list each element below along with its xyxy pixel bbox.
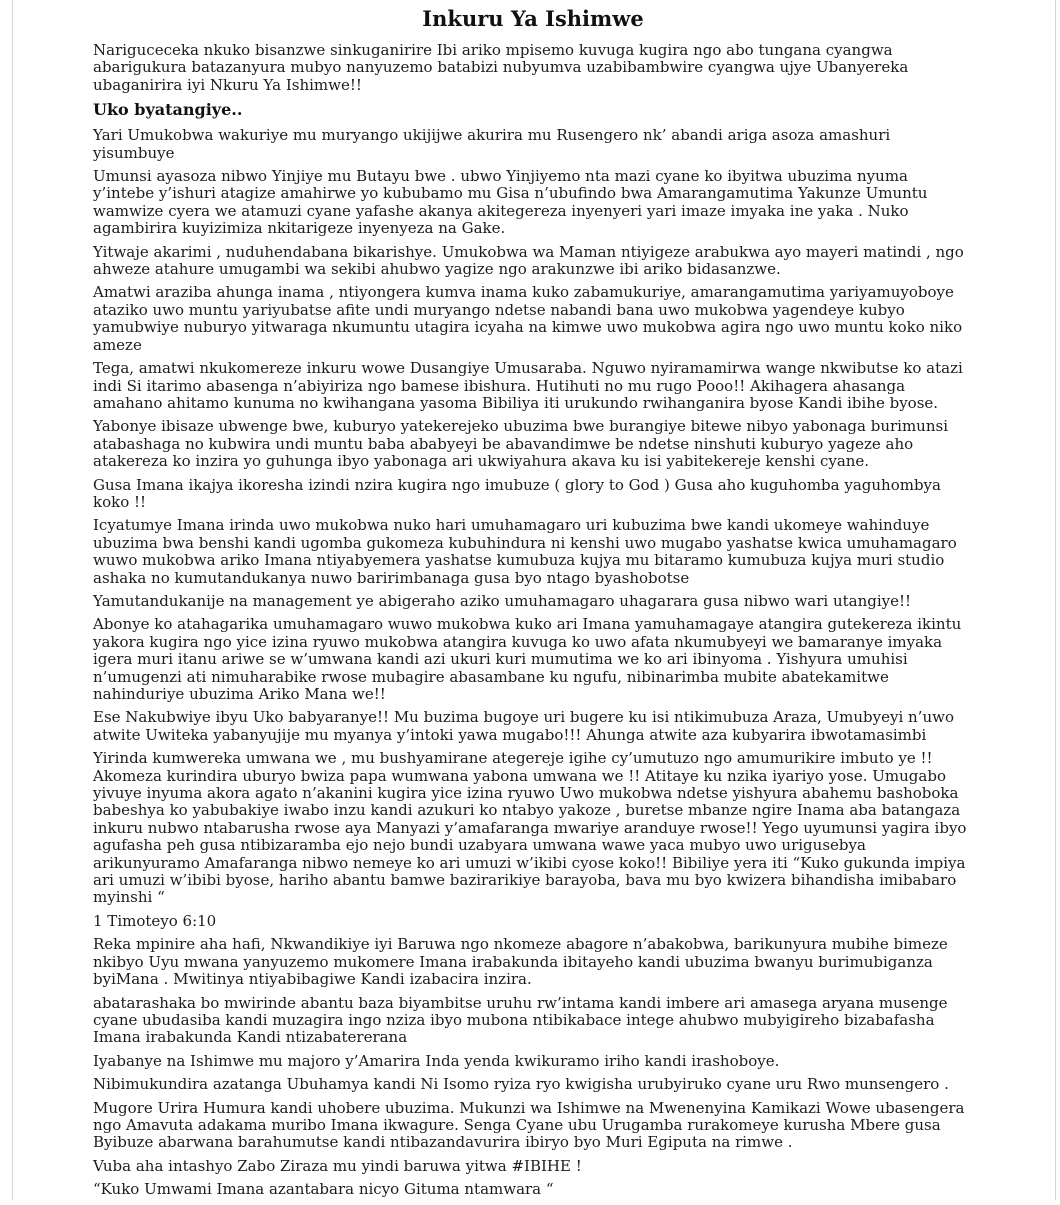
paragraph-12: Yirinda kumwereka umwana we , mu bushyamirane ategereje igihe cy’umutuzo ngo amumurikire imbuto ye !! Akomeza kurindira uburyo bwiza papa wumwana yabona umwana we !! Atitaye ku nzika iyariyo yose. Umugabo yivuye inyuma akora agato n’akanini kugira yice izina ryuwo Uwo mukobwa ndetse yishyura abahemu bashoboka babeshya ko yabubakiye iwabo inzu kandi azukuri ko ntabyo yakoze , buretse mbanze ngire Inama aba batangaza inkuru nubwo ntabarusha rwose aya Manyazi y’amafaranga mwariye aranduye rwose!! Yego uyumunsi yagira ibyo agufasha peh gusa ntibizaramba ejo nejo bundi uzabyara umwana wawe yaca mubyo uwo urigusebya arikunyuramo Amafaranga nibwo nemeye ko ari umuzi w’ikibi cyose koko!! Bibiliye yera iti “Kuko gukunda impiya ari umuzi w’ibibi byose, hariho abantu bamwe bazirarikiye barayoba, bava mu byo kwizera bihandisha imibabaro myinshi “ [93, 749, 967, 907]
document-body [93, 6, 973, 1205]
paragraph-19: Vuba aha intashyo Zabo Ziraza mu yindi baruwa yitwa #IBIHE ! [93, 1156, 582, 1175]
paragraph-3: Yitwaje akarimi , nuduhendabana bikarishye. Umukobwa wa Maman ntiyigeze arabukwa ayo mayeri matindi , ngo ahweze atahure umugambi wa sekibi ahubwo yagize ngo arakunzwe ibi ariko bidasanzwe. [93, 242, 964, 279]
paragraph-5: Tega, amatwi nkukomereze inkuru wowe Dusangiye Umusaraba. Nguwo nyiramamirwa wange nkwibutse ko atazi indi Si itarimo abasenga n’abiyiriza ngo bamese ibishura. Hutihuti no mu rugo Pooo!! Akihagera ahasanga amahano ahitamo kunuma no kwihangana yasoma Bibiliya iti urukundo rwihanganira byose Kandi ibihe byose. [93, 359, 963, 412]
document-page [12, 0, 1056, 1200]
paragraph-15: abatarashaka bo mwirinde abantu baza biyambitse uruhu rw’intama kandi imbere ari amasega aryana musenge cyane ubudasiba kandi muzagira ingo nziza ibyo mubona ntibikabace intege ahubwo mubyigireho bizabafasha Imana irabakunda Kandi ntizabatererana [93, 993, 948, 1047]
paragraph-16: Iyabanye na Ishimwe mu majoro y’Amarira Inda yenda kwikuramo iriho kandi irashoboye. [93, 1051, 780, 1070]
section-heading: Uko byatangiye.. [93, 100, 243, 120]
paragraph-9: Yamutandukanije na management ye abigeraho aziko umuhamagaro uhagarara gusa nibwo wari utangiye!! [93, 591, 912, 610]
paragraph-2: Umunsi ayasoza nibwo Yinjiye mu Butayu bwe . ubwo Yinjiyemo nta mazi cyane ko ibyitwa ubuzima nyuma y’intebe y’ishuri atagize amahirwe yo kububamo mu Gisa n’ubufindo bwa Amarangamutima Yakunze Umuntu wamwize cyera we atamuzi cyane yafashe akanya akitegereza inyenyeri yari imaze imyaka ine yaka . Nuko agambirira kuyizimiza nkitarigeze inyenyeza na Gake. [93, 167, 928, 238]
paragraph-10: Abonye ko atahagarika umuhamagaro wuwo mukobwa kuko ari Imana yamuhamagaye atangira gutekereza ikintu yakora kugira ngo yice izina ryuwo mukobwa atangira kuvuga ko uwo afata nkumubyeyi we bamaranye imyaka igera muri itanu ariwe se w’umwana kandi azi ukuri kuri mumutima we ko ari ibinyoma . Yishyura umuhisi n’umugenzi ati nimuharabike rwose mubagire abasambane ku ngufu, nibinarimba mubite abatekamitwe nahinduriye ubuzima Ariko Mana we!! [93, 615, 962, 703]
paragraph-6: Yabonye ibisaze ubwenge bwe, kuburyo yatekerejeko ubuzima bwe burangiye bitewe nibyo yabonaga burimunsi atabashaga no kubwira undi muntu baba ababyeyi be abavandimwe be ndetse ninshuti kuburyo yageze aho atakereza ko inzira yo guhunga ibyo yabonaga ari ukwiyahura akava ku isi yabitekereje kenshi cyane. [93, 417, 948, 471]
document-title: Inkuru Ya Ishimwe [422, 6, 644, 31]
paragraph-8: Icyatumye Imana irinda uwo mukobwa nuko hari umuhamagaro uri kubuzima bwe kandi ukomeye wahinduye ubuzima bwa benshi kandi ugomba gukomeza kubuhindura ni kenshi uwo mugabo yashatse kwica umuhamagaro wuwo mukobwa ariko Imana ntiyabyemera yashatse kumubuza kujya mu bitaramo kumubuza kujya muri studio ashaka no kumutandukanya nuwo baririmbanaga gusa byo ntago byashobotse [93, 516, 957, 587]
paragraph-17: Nibimukundira azatanga Ubuhamya kandi Ni Isomo ryiza ryo kwigisha urubyiruko cyane uru Rwo munsengero . [93, 1075, 949, 1094]
closing-quote: “Kuko Umwami Imana azantabara nicyo Gituma ntamwara “ [93, 1180, 554, 1199]
paragraph-11: Ese Nakubwiye ibyu Uko babyaranye!! Mu buzima bugoye uri bugere ku isi ntikimubuza Araza, Umubyeyi n’uwo atwite Uwiteka yabanyujije mu myanya y’intoki yawa mugabo!!! Ahunga atwite aza kubyarira ibwotamasimbi [93, 708, 954, 744]
intro-paragraph: Nariguceceka nkuko bisanzwe sinkuganirire Ibi ariko mpisemo kuvuga kugira ngo abo tungana cyangwa abarigukura batazanyura mubyo nanyuzemo batabizi nubyumva uzabibambwire cyangwa ujye Ubanyereka ubaganirira iyi Nkuru Ya Ishimwe!! [93, 41, 909, 94]
paragraph-4: Amatwi araziba ahunga inama , ntiyongera kumva inama kuko zabamukuriye, amarangamutima yariyamuyoboye ataziko uwo muntu yariyubatse afite undi muryango ndetse nabandi bana uwo mukobwa yagendeye kubyo yamubwiye nuburyo yitwaraga nkumuntu utagira icyaha na kimwe uwo mukobwa agira ngo uwo muntu koko niko ameze [93, 283, 963, 354]
bible-reference: 1 Timoteyo 6:10 [93, 911, 217, 930]
paragraph-18: Mugore Urira Humura kandi uhobere ubuzima. Mukunzi wa Ishimwe na Mwenenyina Kamikazi Wowe ubasengera ngo Amavuta adakama muribo Imana ikwagure. Senga Cyane ubu Urugamba rurakomeye kurusha Mbere gusa Byibuze abarwana barahumutse kandi ntibazandavurira ibiryo byo Muri Egiputa na rimwe . [93, 1098, 965, 1152]
paragraph-7: Gusa Imana ikajya ikoresha izindi nzira kugira ngo imubuze ( glory to God ) Gusa aho kuguhomba yaguhombya koko !! [93, 475, 941, 511]
paragraph-1: Yari Umukobwa wakuriye mu muryango ukijijwe akurira mu Rusengero nk’ abandi ariga asoza amashuri yisumbuye [93, 126, 891, 162]
paragraph-14: Reka mpinire aha hafi, Nkwandikiye iyi Baruwa ngo nkomeze abagore n’abakobwa, barikunyura mubihe bimeze nkibyo Uyu mwana yanyuzemo mukomere Imana irabakunda ibitayeho kandi ubuzima bwanyu burimubiganza byiMana . Mwitinya ntiyabibagiwe Kandi izabacira inzira. [93, 935, 948, 989]
